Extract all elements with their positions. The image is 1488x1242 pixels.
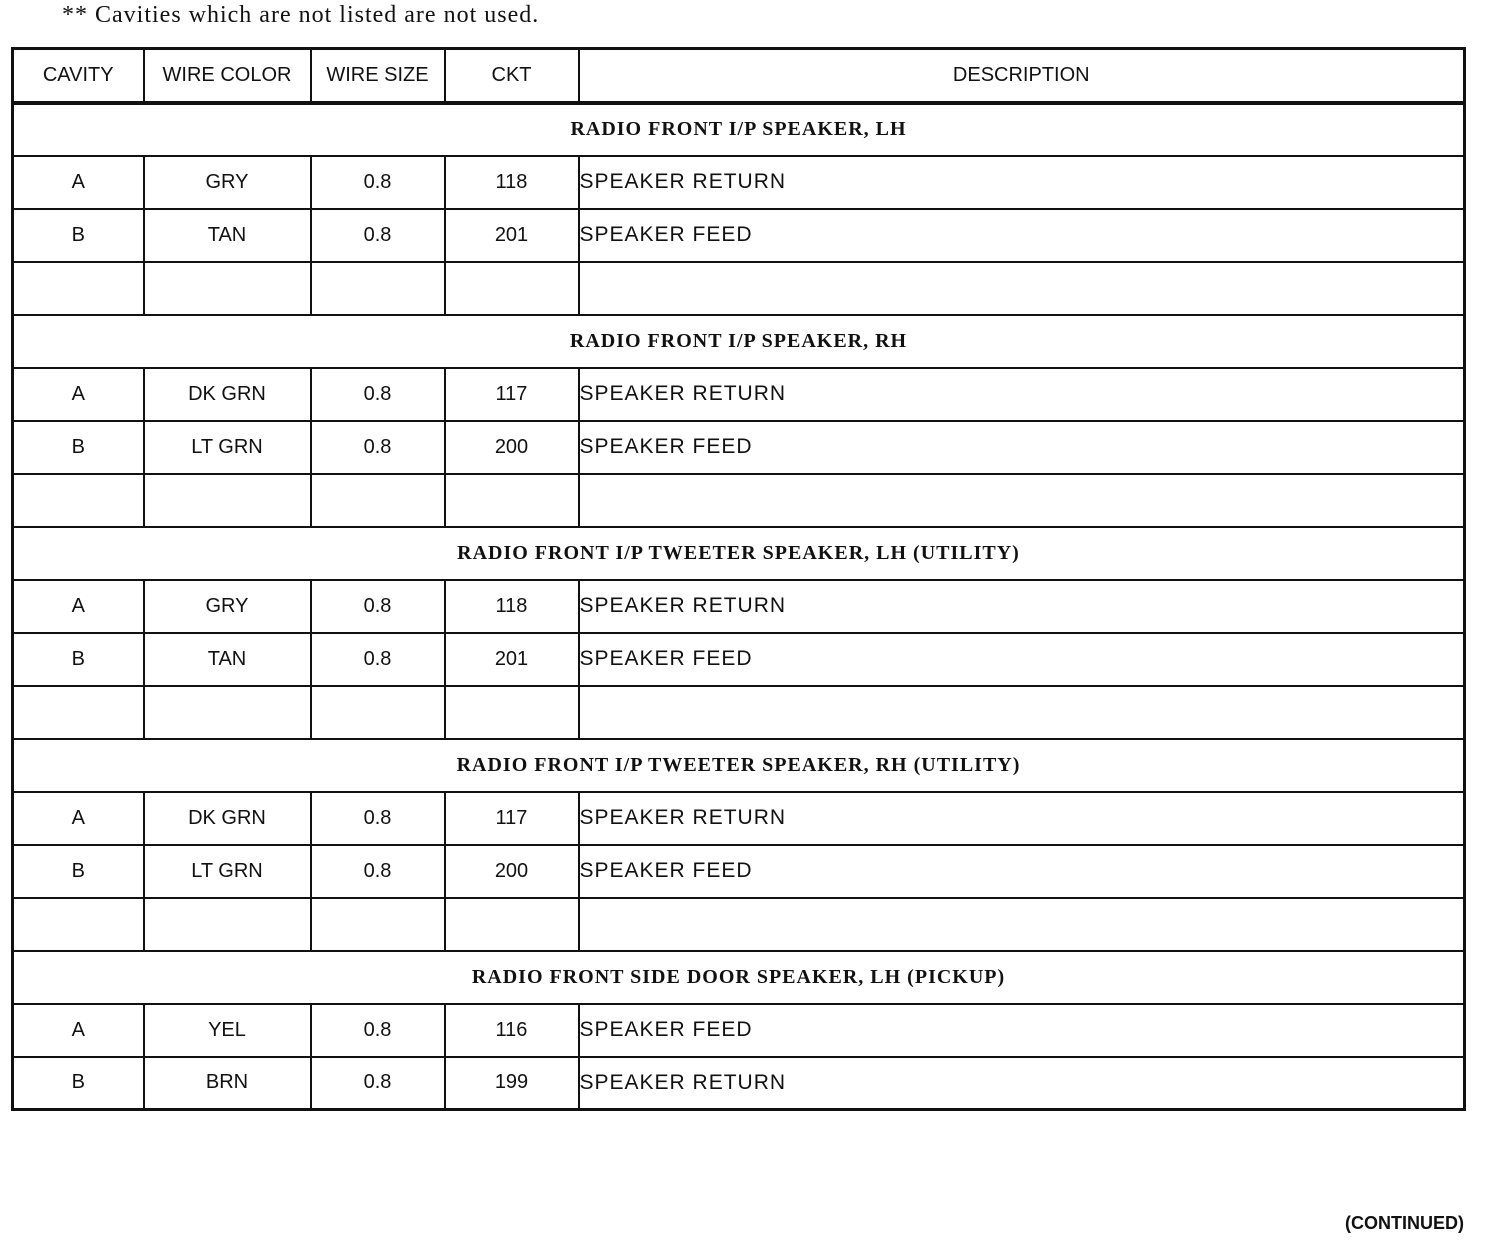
table-row [13, 1004, 1465, 1057]
cavity-cell: B [13, 421, 144, 474]
description-cell: SPEAKER FEED [579, 633, 1465, 686]
table-row [13, 209, 1465, 262]
column-header-description: DESCRIPTION [579, 49, 1465, 103]
wire-color-cell: GRY [144, 580, 311, 633]
circuit-cell: 201 [445, 633, 579, 686]
wire-size-cell: 0.8 [311, 156, 445, 209]
circuit-cell: 200 [445, 845, 579, 898]
column-header-wire-color: WIRE COLOR [144, 49, 311, 103]
description-cell: SPEAKER RETURN [579, 1057, 1465, 1110]
wire-color-cell: YEL [144, 1004, 311, 1057]
wire-color-cell: GRY [144, 156, 311, 209]
section-header-row [13, 739, 1465, 792]
continued-label: (CONTINUED) [1345, 1213, 1464, 1233]
circuit-cell: 117 [445, 368, 579, 421]
cavity-cell: B [13, 845, 144, 898]
circuit-cell [445, 474, 579, 527]
cavity-cell: A [13, 792, 144, 845]
circuit-cell [445, 686, 579, 739]
table-row [13, 633, 1465, 686]
circuit-cell [445, 898, 579, 951]
wire-color-cell: DK GRN [144, 368, 311, 421]
cavity-cell: B [13, 209, 144, 262]
description-cell [579, 898, 1465, 951]
description-cell: SPEAKER RETURN [579, 792, 1465, 845]
cavity-cell [13, 898, 144, 951]
table-row [13, 262, 1465, 315]
wire-color-cell [144, 686, 311, 739]
table-row [13, 898, 1465, 951]
cavity-cell [13, 474, 144, 527]
circuit-cell: 117 [445, 792, 579, 845]
description-cell: SPEAKER FEED [579, 1004, 1465, 1057]
wire-size-cell [311, 898, 445, 951]
cavity-cell: B [13, 633, 144, 686]
cavity-cell: A [13, 368, 144, 421]
table-body [13, 103, 1465, 1110]
description-cell [579, 474, 1465, 527]
cavity-cell [13, 686, 144, 739]
description-cell: SPEAKER RETURN [579, 580, 1465, 633]
description-cell: SPEAKER RETURN [579, 156, 1465, 209]
header-row [13, 49, 1465, 103]
circuit-cell: 201 [445, 209, 579, 262]
section-header-row [13, 315, 1465, 368]
description-cell: SPEAKER RETURN [579, 368, 1465, 421]
section-title: RADIO FRONT I/P SPEAKER, LH [13, 103, 1465, 156]
cavity-cell: B [13, 1057, 144, 1110]
wire-color-cell: TAN [144, 209, 311, 262]
wire-color-cell: BRN [144, 1057, 311, 1110]
wire-color-cell [144, 262, 311, 315]
wire-size-cell: 0.8 [311, 845, 445, 898]
connector-wiring-table [11, 47, 1466, 1111]
wire-size-cell: 0.8 [311, 633, 445, 686]
section-title: RADIO FRONT I/P TWEETER SPEAKER, RH (UTILITY) [13, 739, 1465, 792]
description-cell: SPEAKER FEED [579, 421, 1465, 474]
table-row [13, 1057, 1465, 1110]
table-row [13, 156, 1465, 209]
description-cell: SPEAKER FEED [579, 209, 1465, 262]
table-row [13, 421, 1465, 474]
section-title: RADIO FRONT SIDE DOOR SPEAKER, LH (PICKUP) [13, 951, 1465, 1004]
table-row [13, 580, 1465, 633]
wire-size-cell: 0.8 [311, 421, 445, 474]
wire-size-cell: 0.8 [311, 580, 445, 633]
wire-color-cell [144, 474, 311, 527]
section-header-row [13, 527, 1465, 580]
wire-color-cell: DK GRN [144, 792, 311, 845]
cavity-cell: A [13, 1004, 144, 1057]
table-row [13, 474, 1465, 527]
wire-color-cell: LT GRN [144, 421, 311, 474]
table-row [13, 686, 1465, 739]
table-row [13, 368, 1465, 421]
description-cell: SPEAKER FEED [579, 845, 1465, 898]
circuit-cell: 118 [445, 156, 579, 209]
section-title: RADIO FRONT I/P SPEAKER, RH [13, 315, 1465, 368]
wire-color-cell: TAN [144, 633, 311, 686]
circuit-cell: 116 [445, 1004, 579, 1057]
wire-size-cell: 0.8 [311, 1057, 445, 1110]
cavity-cell [13, 262, 144, 315]
circuit-cell: 200 [445, 421, 579, 474]
table-row [13, 792, 1465, 845]
column-header-wire-size: WIRE SIZE [311, 49, 445, 103]
wire-color-cell [144, 898, 311, 951]
column-header-cavity: CAVITY [13, 49, 144, 103]
wire-size-cell [311, 262, 445, 315]
wire-size-cell [311, 474, 445, 527]
section-title: RADIO FRONT I/P TWEETER SPEAKER, LH (UTILITY) [13, 527, 1465, 580]
wire-size-cell: 0.8 [311, 1004, 445, 1057]
table-note: ** Cavities which are not listed are not used. [62, 2, 540, 28]
description-cell [579, 262, 1465, 315]
wire-size-cell: 0.8 [311, 792, 445, 845]
wire-color-cell: LT GRN [144, 845, 311, 898]
column-header-ckt: CKT [445, 49, 579, 103]
circuit-cell: 199 [445, 1057, 579, 1110]
circuit-cell: 118 [445, 580, 579, 633]
wire-size-cell: 0.8 [311, 368, 445, 421]
cavity-cell: A [13, 156, 144, 209]
section-header-row [13, 951, 1465, 1004]
cavity-cell: A [13, 580, 144, 633]
table-row [13, 845, 1465, 898]
wire-size-cell: 0.8 [311, 209, 445, 262]
description-cell [579, 686, 1465, 739]
wire-size-cell [311, 686, 445, 739]
section-header-row [13, 103, 1465, 156]
circuit-cell [445, 262, 579, 315]
